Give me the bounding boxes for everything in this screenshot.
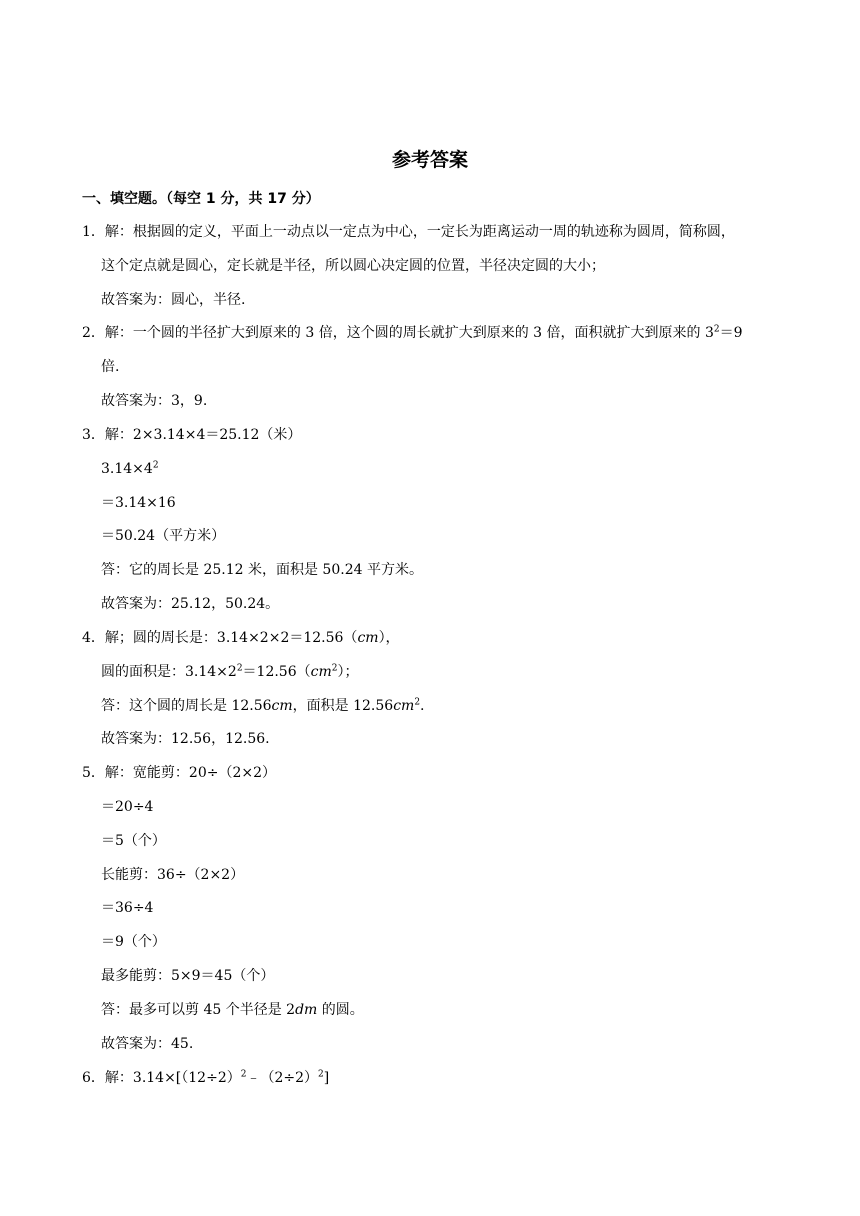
- section-heading: 一、填空题。（每空 1 分，共 17 分）: [82, 191, 320, 207]
- q5-line1: 5．解：宽能剪：20÷（2×2）: [82, 765, 276, 781]
- q5-line7: 最多能剪：5×9＝45（个）: [101, 968, 275, 984]
- q2-line2: 倍.: [101, 359, 120, 375]
- q5-line4: 长能剪：36÷（2×2）: [101, 867, 245, 883]
- q4-line4: 故答案为：12.56，12.56.: [101, 731, 270, 747]
- q5-line2: ＝20÷4: [101, 799, 154, 815]
- q3-line4: ＝50.24（平方米）: [101, 528, 226, 544]
- q5-line5: ＝36÷4: [101, 900, 154, 916]
- q4-line1: 4．解；圆的周长是：3.14×2×2＝12.56（cm），: [82, 630, 400, 646]
- q3-line6: 故答案为：25.12，50.24。: [101, 596, 280, 612]
- q3-line5: 答：它的周长是 25.12 米，面积是 50.24 平方米。: [101, 562, 423, 578]
- q3-line1: 3．解：2×3.14×4＝25.12（米）: [82, 427, 302, 443]
- q1-line1: 1．解：根据圆的定义，平面上一动点以一定点为中心，一定长为距离运动一周的轨迹称为圆周，简称圆，: [82, 224, 735, 240]
- q3-line2: $3.14\times 4^2$: [101, 460, 159, 477]
- q5-line8: 答：最多可以剪 45 个半径是 2dm 的圆。: [101, 1002, 364, 1018]
- q1-line2: 这个定点就是圆心，定长就是半径，所以圆心决定圆的位置，半径决定圆的大小；: [101, 258, 605, 274]
- q5-line9: 故答案为：45.: [101, 1036, 194, 1052]
- q5-line3: ＝5（个）: [101, 833, 166, 849]
- q2-line3: 故答案为：3，9.: [101, 393, 208, 409]
- q4-line3: 答：这个圆的周长是 12.56cm，面积是 $12.56cm^2$.: [101, 697, 425, 714]
- q4-line2: 圆的面积是：$3.14\times 2^2=12.56(cm^2)$；: [101, 663, 359, 680]
- page-title: 参考答案: [391, 149, 468, 171]
- q3-line3: ＝3.14×16: [101, 495, 176, 511]
- q1-line3: 故答案为：圆心，半径.: [101, 292, 246, 308]
- q6-line1: 6．解：$3.14\times[(12\div 2)^2﹣(2\div 2)^2]$: [82, 1069, 330, 1086]
- q2-line1: 2．解：一个圆的半径扩大到原来的 3 倍，这个圆的周长就扩大到原来的 3 倍，面积就扩大到原来的 $3^2=9$: [82, 324, 743, 341]
- q5-line6: ＝9（个）: [101, 934, 166, 950]
